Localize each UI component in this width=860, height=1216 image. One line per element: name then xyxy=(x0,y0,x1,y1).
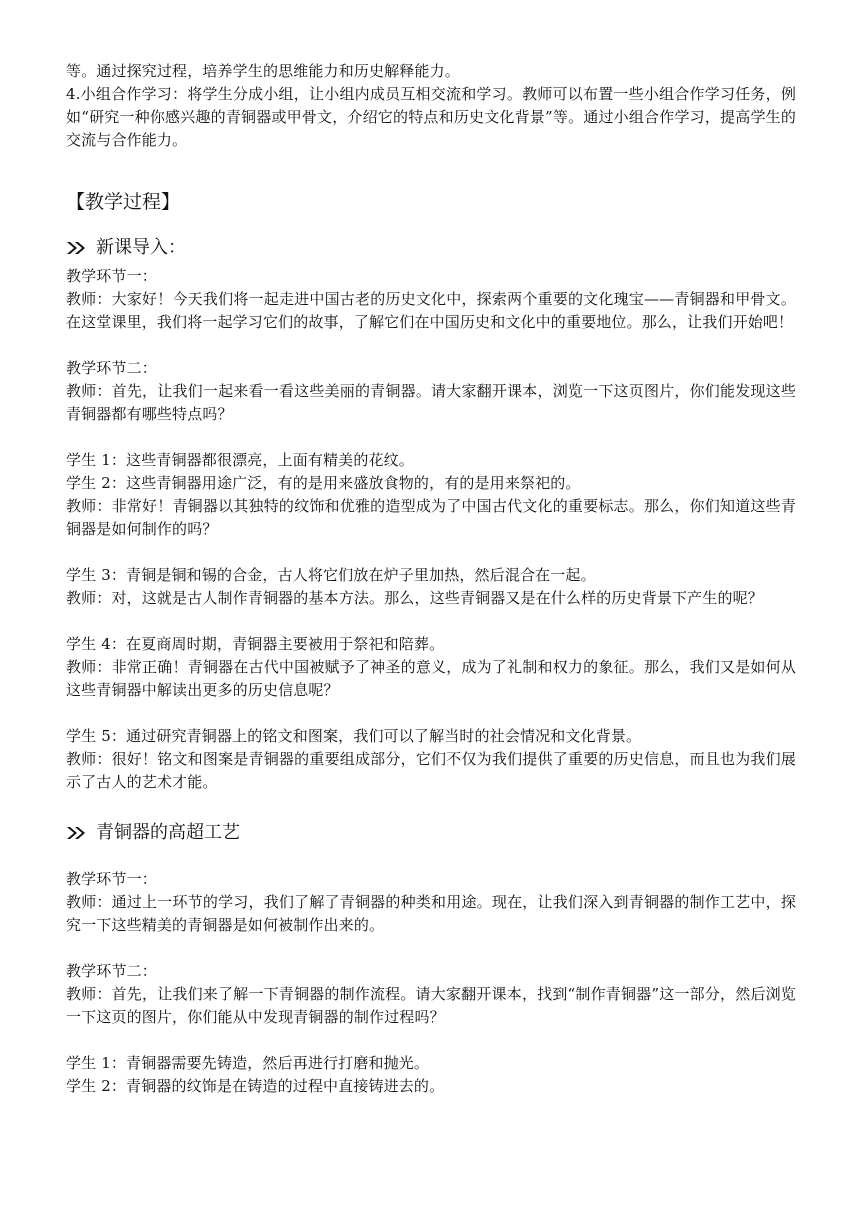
dialog-line: 学生 2：青铜器的纹饰是在铸造的过程中直接铸进去的。 xyxy=(66,1077,445,1095)
subheading-bronze-craft xyxy=(66,820,796,846)
dialog-line: 教师：非常好！青铜器以其独特的纹饰和优雅的造型成为了中国古代文化的重要标志。那么，你们知道这些青铜器是如何制作的吗？ xyxy=(66,497,796,538)
section-title: 【教学过程】 xyxy=(66,191,181,213)
dialog-line: 学生 2：这些青铜器用途广泛，有的是用来盛放食物的，有的是用来祭祀的。 xyxy=(66,474,581,492)
teacher-line: 教师：大家好！今天我们将一起走进中国古老的历史文化中，探索两个重要的文化瑰宝——青铜器和甲骨文。在这堂课里，我们将一起学习它们的故事，了解它们在中国历史和文化中的重要地位。那么，让我们开始吧！ xyxy=(66,290,796,331)
teaching-link-label: 教学环节一： xyxy=(66,870,157,888)
arrow-bullet-icon xyxy=(66,241,88,255)
dialog-line: 教师：非常正确！青铜器在古代中国被赋予了神圣的意义，成为了礼制和权力的象征。那么，我们又是如何从这些青铜器中解读出更多的历史信息呢？ xyxy=(66,658,796,699)
teacher-line: 教师：通过上一环节的学习，我们了解了青铜器的种类和用途。现在，让我们深入到青铜器的制作工艺中，探究一下这些精美的青铜器是如何被制作出来的。 xyxy=(66,893,796,934)
teaching-link-label: 教学环节二： xyxy=(66,359,157,377)
document-page xyxy=(66,60,796,1098)
teaching-link-label: 教学环节一： xyxy=(66,267,157,285)
subheading-new-lesson xyxy=(66,235,796,261)
subheading-text: 青铜器的高超工艺 xyxy=(96,822,240,843)
arrow-bullet-icon xyxy=(66,826,88,840)
dialog-line: 教师：很好！铭文和图案是青铜器的重要组成部分，它们不仅为我们提供了重要的历史信息，而且也为我们展示了古人的艺术才能。 xyxy=(66,750,796,791)
dialog-line: 学生 4：在夏商周时期，青铜器主要被用于祭祀和陪葬。 xyxy=(66,635,445,653)
teacher-line: 教师：首先，让我们来了解一下青铜器的制作流程。请大家翻开课本，找到“制作青铜器”这一部分，然后浏览一下这页的图片，你们能从中发现青铜器的制作过程吗？ xyxy=(66,985,796,1026)
subheading-text: 新课导入： xyxy=(96,237,186,258)
teacher-line: 教师：首先，让我们一起来看一看这些美丽的青铜器。请大家翻开课本，浏览一下这页图片，你们能发现这些青铜器都有哪些特点吗？ xyxy=(66,382,796,423)
dialog-line: 学生 3：青铜是铜和锡的合金，古人将它们放在炉子里加热，然后混合在一起。 xyxy=(66,566,596,584)
dialog-line: 学生 5：通过研究青铜器上的铭文和图案，我们可以了解当时的社会情况和文化背景。 xyxy=(66,727,642,745)
intro-line: 4.小组合作学习：将学生分成小组，让小组内成员互相交流和学习。教师可以布置一些小组合作学习任务，例如“研究一种你感兴趣的青铜器或甲骨文，介绍它的特点和历史文化背景”等。通过小组合作学习，提高学生的交流与合作能力。 xyxy=(66,85,796,149)
intro-line: 等。通过探究过程，培养学生的思维能力和历史解释能力。 xyxy=(66,62,460,80)
teaching-link-label: 教学环节二： xyxy=(66,962,157,980)
dialog-line: 教师：对，这就是古人制作青铜器的基本方法。那么，这些青铜器又是在什么样的历史背景下产生的呢？ xyxy=(66,589,763,607)
dialog-line: 学生 1：这些青铜器都很漂亮，上面有精美的花纹。 xyxy=(66,451,414,469)
dialog-line: 学生 1：青铜器需要先铸造，然后再进行打磨和抛光。 xyxy=(66,1054,430,1072)
